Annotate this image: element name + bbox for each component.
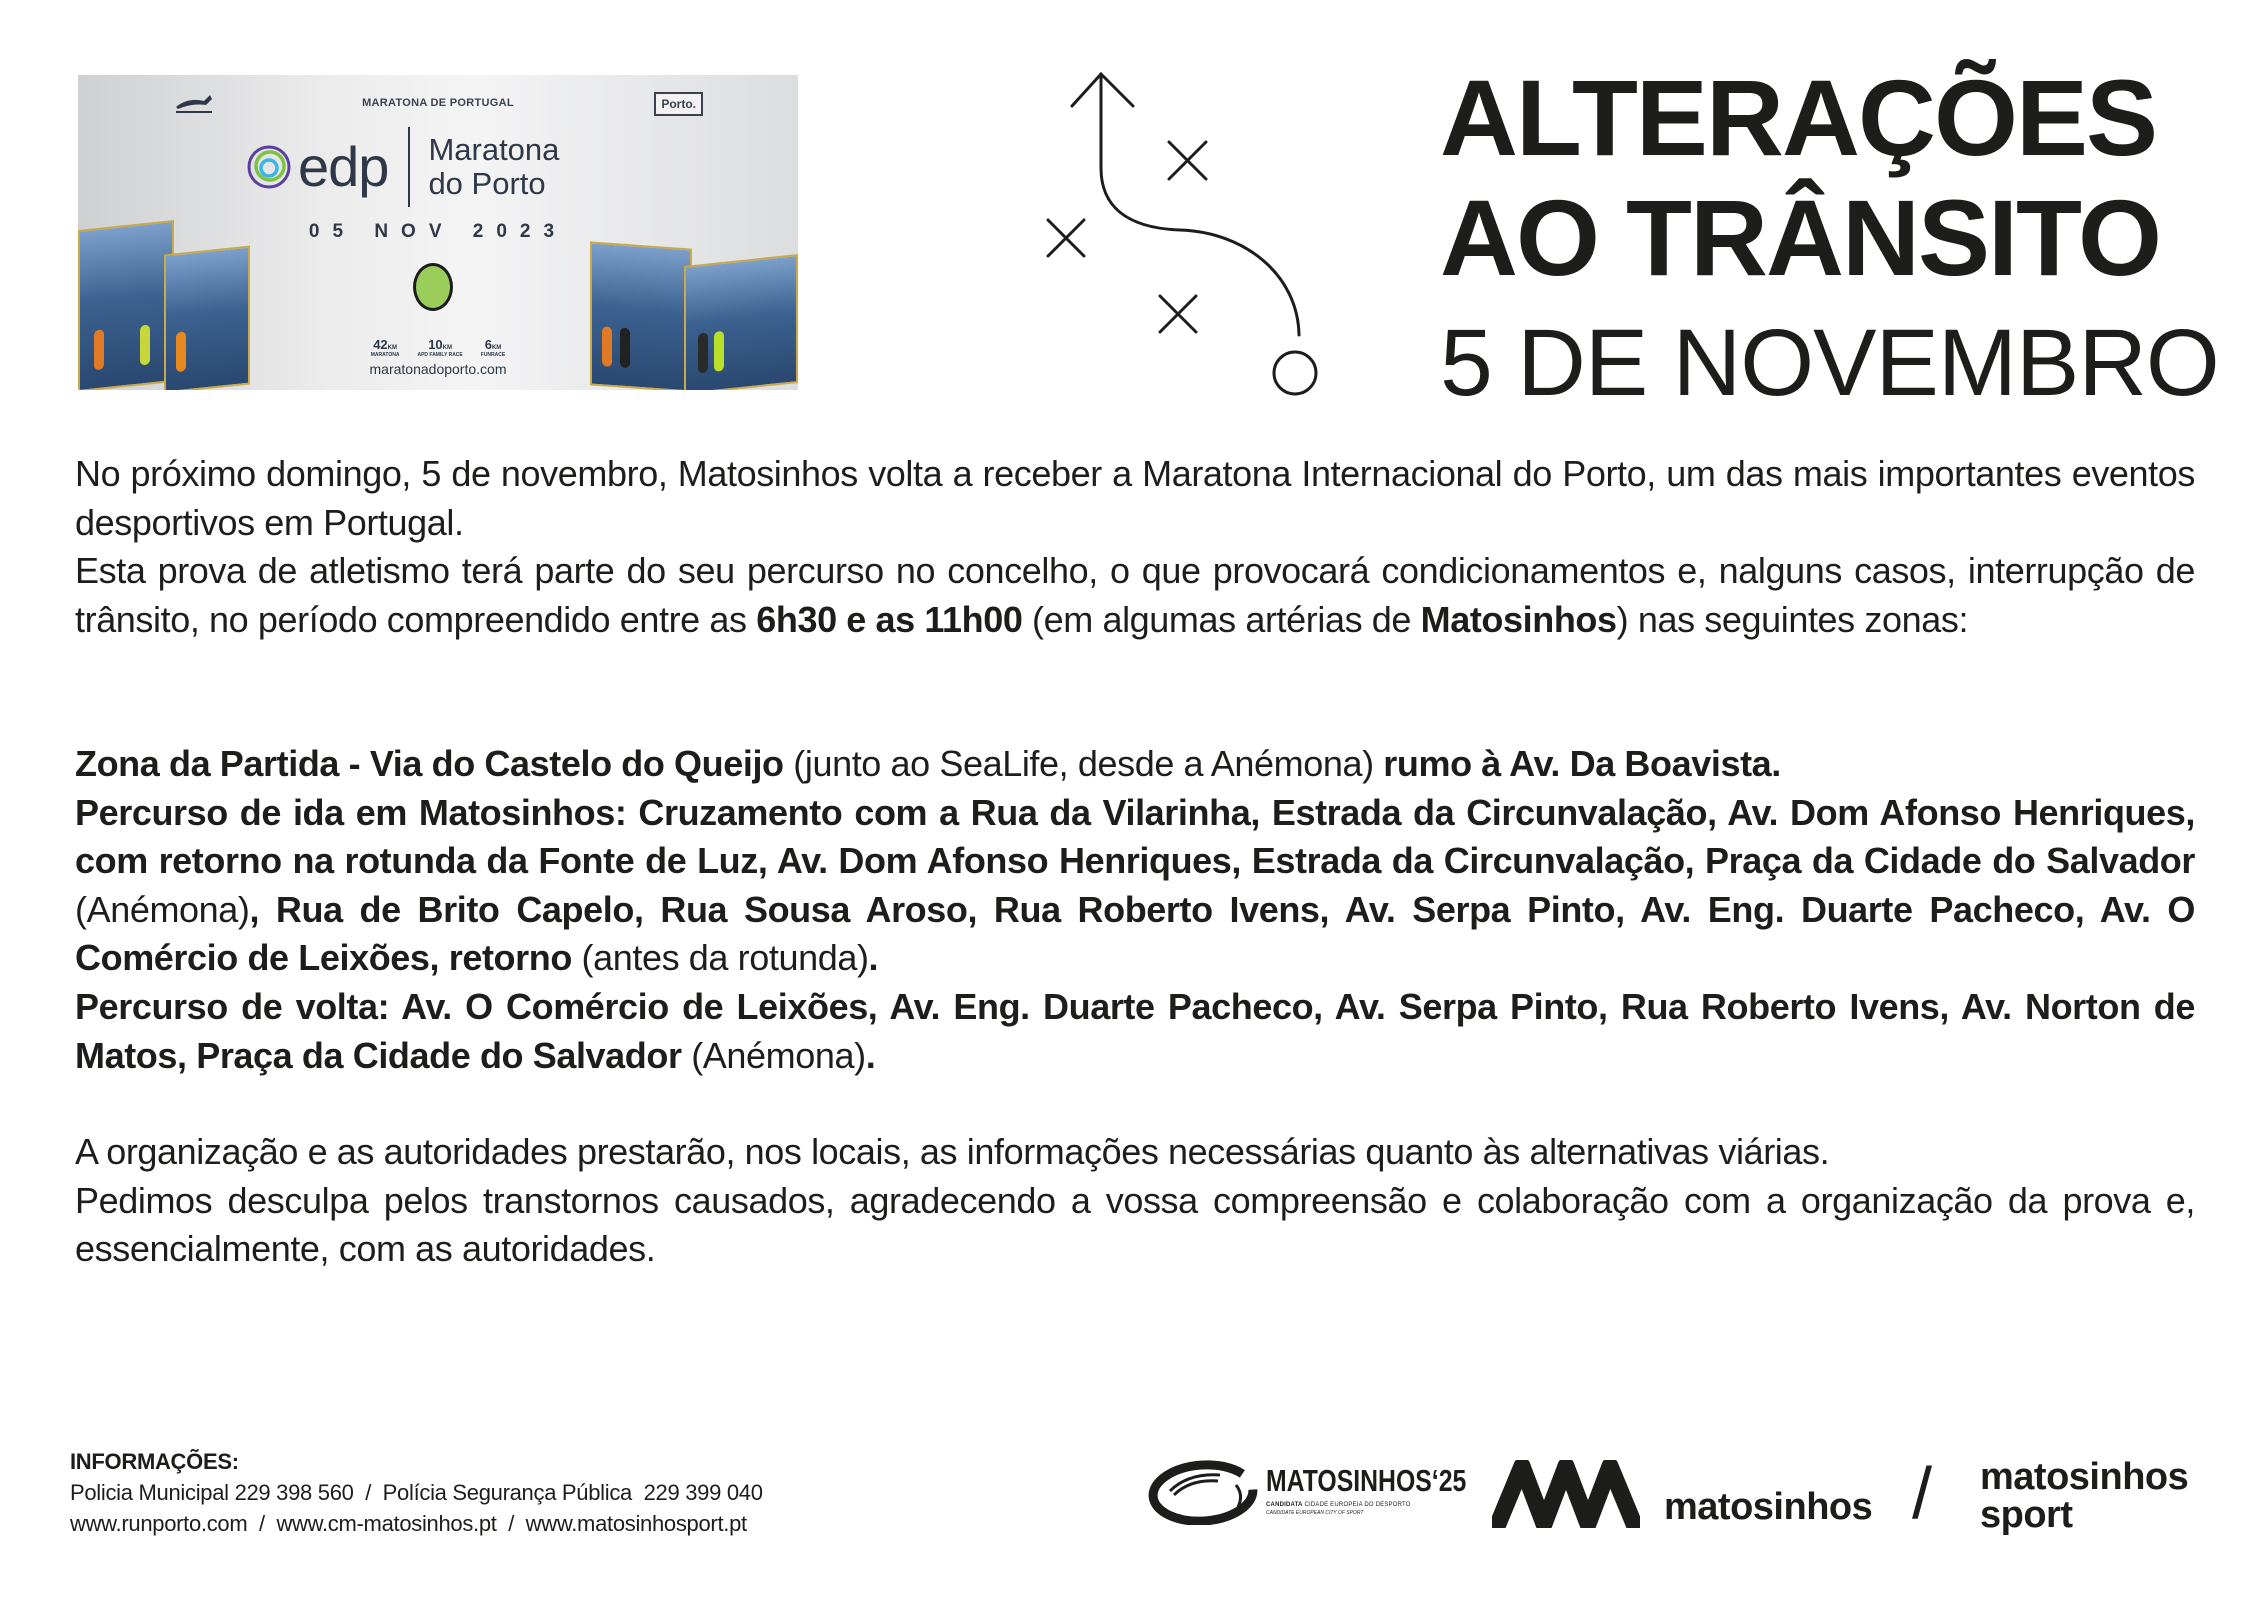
banner-top-label: MARATONA DE PORTUGAL bbox=[362, 97, 514, 109]
edp-swirl-icon bbox=[246, 144, 292, 190]
outbound-route: Percurso de ida em Matosinhos: Cruzamento com a Rua da Vilarinha, Estrada da Circunvalação, Av. Dom Afonso Henriques, com retorno na rotunda da Fonte de Luz, Av. Dom Afonso Henriques, Estrada da Circunvalação, Praça da Cidade do Salvador (Anémona), Rua de Brito Capelo, Rua Sousa Aroso, Rua Roberto Ivens, Av. Serpa Pinto, Av. Eng. Duarte Pacheco, Av. O Comércio de Leixões, retorno (antes da rotunda). bbox=[75, 791, 2195, 979]
title-date: 5 DE NOVEMBRO bbox=[1440, 310, 2219, 416]
title-line-2: AO TRÂNSITO bbox=[1440, 177, 2161, 298]
closing-section bbox=[75, 1128, 2195, 1274]
event-name: Maratona do Porto bbox=[428, 131, 560, 201]
logo-separator: / bbox=[1912, 1454, 1933, 1534]
matosinhos-25-swoosh-icon bbox=[1148, 1455, 1258, 1525]
world-athletics-badge-icon bbox=[413, 263, 453, 311]
matosinhos-sport-logo: matosinhos sport bbox=[1980, 1456, 2189, 1536]
intro-section bbox=[75, 450, 2195, 644]
website-links[interactable]: www.runporto.com / www.cm-matosinhos.pt / www.matosinhosport.pt bbox=[70, 1511, 747, 1536]
time-range: 6h30 e as 11h00 bbox=[756, 598, 1023, 640]
m25-name: MATOSINHOS‘25 bbox=[1266, 1462, 1467, 1498]
matosinhos-mm-icon bbox=[1492, 1460, 1640, 1528]
distance-item: 10KM APD FAMILY RACE bbox=[417, 337, 463, 358]
porto-logo: Porto. bbox=[654, 92, 703, 116]
return-route: Percurso de volta: Av. O Comércio de Leixões, Av. Eng. Duarte Pacheco, Av. Serpa Pinto, Rua Roberto Ivens, Av. Norton de Matos, Praça da Cidade do Salvador (Anémona). bbox=[75, 985, 2195, 1076]
matosinhos-logo bbox=[1492, 1460, 1872, 1528]
phone-numbers: Policia Municipal 229 398 560 / Polícia Segurança Pública 229 399 040 bbox=[70, 1480, 763, 1505]
intro-paragraph-1: No próximo domingo, 5 de novembro, Matosinhos volta a receber a Maratona Internacional do Porto, um das mais importantes eventos desportivos em Portugal. bbox=[75, 453, 2195, 543]
banner-website: maratonadoporto.com bbox=[369, 361, 507, 377]
closing-paragraph-2: Pedimos desculpa pelos transtornos causados, agradecendo a vossa compreensão e colaboração com a organização da prova e, essencialmente, com as autoridades. bbox=[75, 1179, 2195, 1270]
marathon-banner bbox=[78, 75, 798, 390]
matosinhos-25-logo: MATOSINHOS‘25 CANDIDATA CIDADE EUROPEIA DO DESPORTO CANDIDATE EUROPEAN CITY OF SPORT bbox=[1148, 1455, 1516, 1525]
start-zone: Zona da Partida - Via do Castelo do Queijo (junto ao SeaLife, desde a Anémona) rumo à Av. Da Boavista. bbox=[75, 743, 1781, 784]
routes-section bbox=[75, 740, 2195, 1080]
event-date: 05 NOV 2023 bbox=[308, 221, 568, 242]
distance-item: 6KM FUNRACE bbox=[480, 337, 506, 358]
closing-paragraph-1: A organização e as autoridades prestarão, nos locais, as informações necessárias quanto às alternativas viárias. bbox=[75, 1131, 1830, 1172]
page-title bbox=[1440, 58, 2240, 418]
distance-item: 42KM MARATONA bbox=[370, 337, 400, 358]
title-line-1: ALTERAÇÕES bbox=[1440, 57, 2157, 178]
route-play-diagram-icon bbox=[1040, 60, 1360, 410]
logo-divider bbox=[408, 127, 410, 207]
matosinhos-wordmark: matosinhos bbox=[1664, 1486, 1873, 1528]
intro-paragraph-2: Esta prova de atletismo terá parte do seu percurso no concelho, o que provocará condicionamentos e, nalguns casos, interrupção de trânsito, no período compreendido entre as 6h30 e as 11h00 (em algumas artérias de Matosinhos) nas seguintes zonas: bbox=[75, 550, 2195, 640]
edp-maratona-logo bbox=[246, 127, 559, 207]
distance-list bbox=[78, 337, 798, 358]
contact-info bbox=[70, 1446, 763, 1539]
edp-text: edp bbox=[298, 135, 389, 198]
info-heading: INFORMAÇÕES: bbox=[70, 1449, 239, 1474]
